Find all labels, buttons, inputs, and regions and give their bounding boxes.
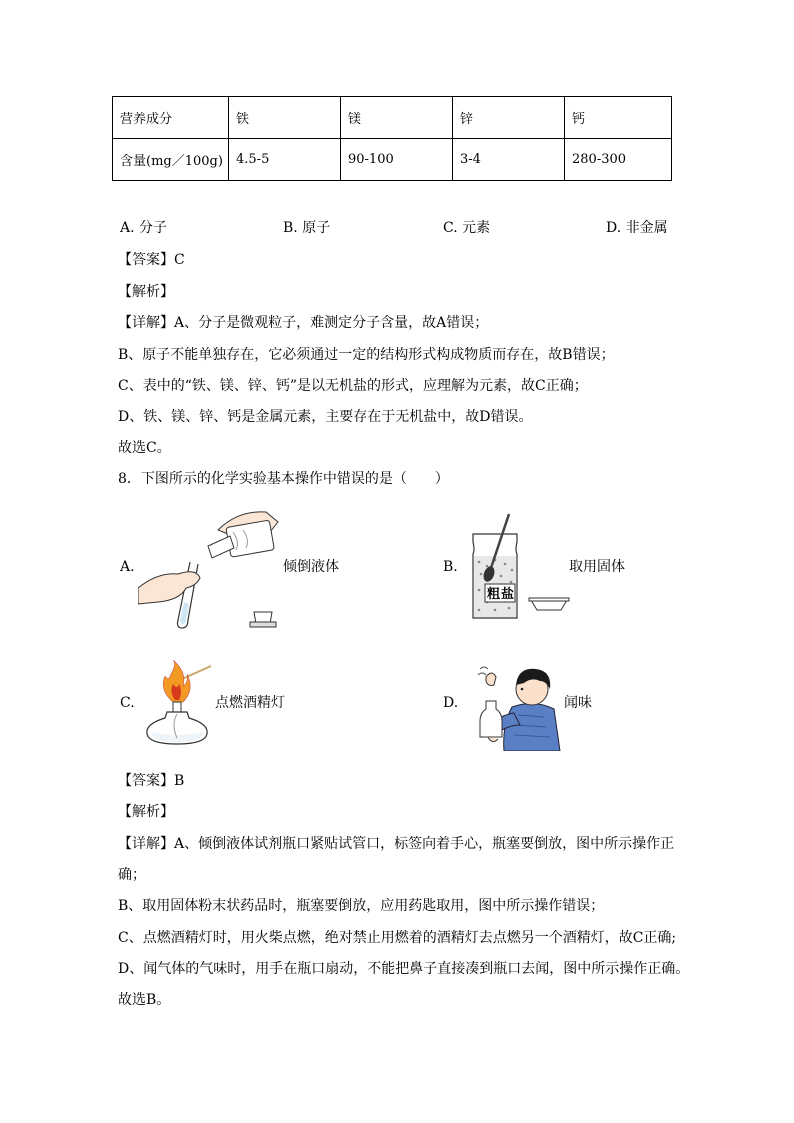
explanation-line: 故选B。 [118,992,171,1008]
option-c: C. 元素 [443,220,491,236]
table-cell: 营养成分 [113,97,229,139]
table-cell: 镁 [341,97,453,139]
table-cell: 铁 [229,97,341,139]
analysis-label: 【解析】 [118,804,174,820]
figure-d-caption: 闻味 [564,695,592,711]
table-cell: 280-300 [565,139,672,181]
option-b: B. 原子 [283,220,331,236]
question-text: 8．下图所示的化学实验基本操作中错误的是（ ） [118,471,449,487]
table-cell: 3-4 [453,139,565,181]
explanation-line: 确； [118,867,146,883]
pouring-liquid-illustration [138,502,288,632]
explanation-line: 故选C。 [118,440,171,456]
table-cell: 4.5-5 [229,139,341,181]
explanation-line: C、表中的“铁、镁、锌、钙”是以无机盐的形式，应理解为元素，故C正确； [118,378,588,394]
table-cell: 锌 [453,97,565,139]
table-cell: 含量(mg／100g) [113,139,229,181]
figure-b-letter: B. [443,559,458,575]
figure-a-letter: A. [120,559,135,575]
explanation-line: 【详解】A、分子是微观粒子，难测定分子含量，故A错误； [118,315,489,331]
analysis-label: 【解析】 [118,284,174,300]
figure-d-letter: D. [443,695,459,711]
solid-reagent-jar-illustration [465,510,570,622]
explanation-line: B、原子不能单独存在，它必须通过一定的结构形式构成物质而存在，故B错误； [118,347,615,363]
figure-c-caption: 点燃酒精灯 [215,695,285,711]
nutrition-table [112,96,672,181]
explanation-line: B、取用固体粉末状药品时，瓶塞要倒放，应用药匙取用，图中所示操作错误； [118,898,605,914]
jar-label: 粗盐 [487,587,516,602]
smelling-gas-illustration [474,655,564,751]
table-row [113,139,672,181]
answer-label: 【答案】C [118,252,185,268]
explanation-line: D、闻气体的气味时，用手在瓶口扇动，不能把鼻子直接凑到瓶口去闻，图中所示操作正确。 [118,961,690,977]
figure-c-letter: C. [120,695,135,711]
table-cell: 钙 [565,97,672,139]
alcohol-lamp-illustration [143,660,213,748]
explanation-line: C、点燃酒精灯时，用火柴点燃，绝对禁止用燃着的酒精灯去点燃另一个酒精灯，故C正确; [118,930,677,946]
figure-b-caption: 取用固体 [569,559,625,575]
option-a: A. 分子 [120,220,168,236]
answer-label: 【答案】B [118,773,185,789]
explanation-line: 【详解】A、倾倒液体试剂瓶口紧贴试管口，标签向着手心，瓶塞要倒放，图中所示操作正 [118,836,675,852]
table-cell: 90-100 [341,139,453,181]
explanation-line: D、铁、镁、锌、钙是金属元素，主要存在于无机盐中，故D错误。 [118,409,533,425]
option-d: D. 非金属 [606,220,668,236]
table-header-row [113,97,672,139]
figure-a-caption: 倾倒液体 [283,559,339,575]
